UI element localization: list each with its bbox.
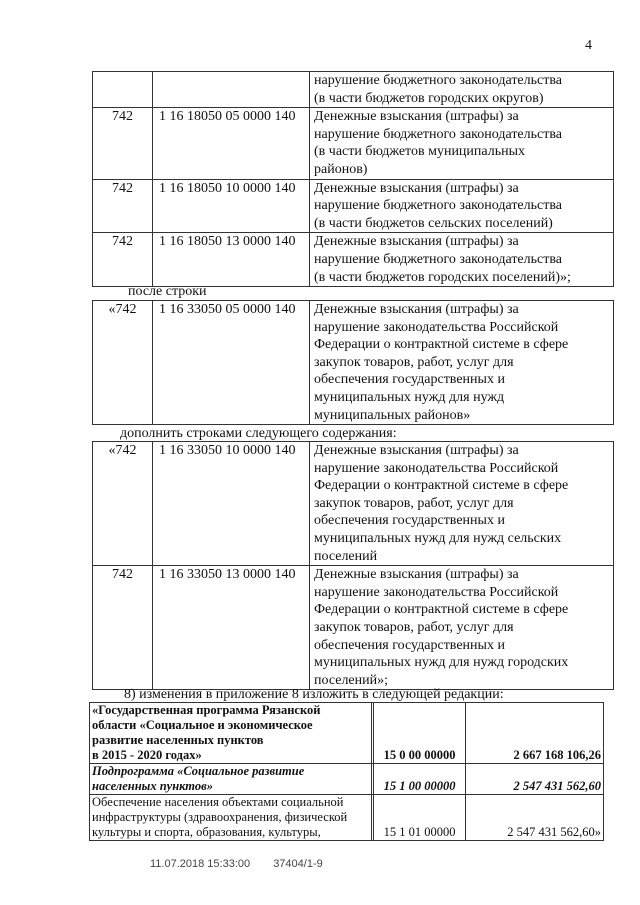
description-line: муниципальных районов» <box>314 407 471 423</box>
program-name-line: в 2015 - 2020 годах» <box>92 748 202 762</box>
program-name-line: «Государственная программа Рязанской <box>92 703 321 717</box>
footer-stamp <box>150 858 343 870</box>
description-line: (в части бюджетов сельских поселений) <box>314 215 553 231</box>
admin-code-cell: «742 <box>93 301 153 425</box>
description-line: нарушение законодательства Российской <box>314 319 559 335</box>
description-line: муниципальных нужд для нужд <box>314 389 505 405</box>
description-cell <box>310 72 614 108</box>
description-line: нарушение бюджетного законодательства <box>314 198 562 214</box>
description-cell <box>310 301 614 425</box>
description-line: обеспечения государственных и <box>314 637 505 653</box>
table-row <box>93 108 614 179</box>
program-name-line: Подпрограмма «Социальное развитие <box>92 764 305 778</box>
description-line: закупок товаров, работ, услуг для <box>314 619 514 635</box>
table-row <box>90 795 604 841</box>
description-cell <box>310 233 614 287</box>
description-line: (в части бюджетов муниципальных <box>314 144 526 160</box>
description-line: поселений»; <box>314 672 389 688</box>
description-line: нарушение бюджетного законодательства <box>314 251 562 267</box>
table-row <box>93 179 614 233</box>
description-line: Федерации о контрактной системе в сфере <box>314 337 569 353</box>
description-line: муниципальных нужд для нужд городских <box>314 655 569 671</box>
budget-codes-table-1 <box>92 71 614 287</box>
description-line: муниципальных нужд для нужд сельских <box>314 530 562 546</box>
text-supplement: дополнить строками следующего содержания: <box>120 426 397 441</box>
budget-codes-table-2 <box>92 300 614 425</box>
description-line: Денежные взыскания (штрафы) за <box>314 567 519 583</box>
budget-codes-table-3 <box>92 441 614 690</box>
description-line: (в части бюджетов городских поселений)»; <box>314 269 571 285</box>
admin-code-cell: 742 <box>93 233 153 287</box>
description-cell <box>310 108 614 179</box>
description-line: обеспечения государственных и <box>314 513 505 529</box>
program-code-cell: 15 1 00 00000 <box>374 764 466 795</box>
table-row <box>93 301 614 425</box>
description-line: Денежные взыскания (штрафы) за <box>314 443 519 458</box>
budget-code-cell: 1 16 33050 13 0000 140 <box>153 566 310 690</box>
admin-code-cell: 742 <box>93 108 153 179</box>
description-line: Федерации о контрактной системе в сфере <box>314 478 569 494</box>
text-after-row: после строки <box>128 284 207 299</box>
description-line: Денежные взыскания (штрафы) за <box>314 234 519 250</box>
program-name-line: культуры и спорта, образования, культуры, <box>92 825 321 839</box>
amount-cell: 2 547 431 562,60 <box>466 764 604 795</box>
description-cell <box>310 442 614 566</box>
program-name-cell <box>90 703 372 764</box>
admin-code-cell <box>93 72 153 108</box>
amount-cell: 2 547 431 562,60» <box>466 795 604 841</box>
program-code-cell: 15 0 00 00000 <box>374 703 466 764</box>
table-row <box>90 764 604 795</box>
description-cell <box>310 179 614 233</box>
appendix-8-table <box>89 702 604 841</box>
budget-code-cell: 1 16 18050 05 0000 140 <box>153 108 310 179</box>
description-line: Федерации о контрактной системе в сфере <box>314 602 569 618</box>
table-row <box>93 72 614 108</box>
program-name-cell <box>90 764 372 795</box>
text-item-8: 8) изменения в приложение 8 изложить в следующей редакции: <box>124 687 504 702</box>
footer-datetime: 11.07.2018 15:33:00 <box>150 858 251 870</box>
program-name-line: области «Социальное и экономическое <box>92 718 313 732</box>
page-number: 4 <box>585 38 592 53</box>
budget-code-cell: 1 16 18050 13 0000 140 <box>153 233 310 287</box>
table-row <box>90 703 604 764</box>
program-name-line: развитие населенных пунктов <box>92 733 264 747</box>
description-line: Денежные взыскания (штрафы) за <box>314 180 519 196</box>
amount-cell: 2 667 168 106,26 <box>466 703 604 764</box>
program-name-line: инфраструктуры (здравоохранения, физической <box>92 810 348 824</box>
description-line: нарушение бюджетного законодательства <box>314 126 562 142</box>
program-name-cell <box>90 795 372 841</box>
description-line: закупок товаров, работ, услуг для <box>314 495 514 511</box>
description-line: (в части бюджетов городских округов) <box>314 90 544 106</box>
budget-code-cell <box>153 72 310 108</box>
description-cell <box>310 566 614 690</box>
footer-doc-id: 37404/1-9 <box>273 858 323 870</box>
budget-code-cell: 1 16 33050 05 0000 140 <box>153 301 310 425</box>
admin-code-cell: 742 <box>93 179 153 233</box>
description-line: нарушение бюджетного законодательства <box>314 73 562 88</box>
table-row <box>93 566 614 690</box>
description-line: Денежные взыскания (штрафы) за <box>314 302 519 317</box>
table-row <box>93 233 614 287</box>
admin-code-cell: «742 <box>93 442 153 566</box>
program-name-line: Обеспечение населения объектами социальной <box>92 795 344 809</box>
description-line: закупок товаров, работ, услуг для <box>314 354 514 370</box>
budget-code-cell: 1 16 18050 10 0000 140 <box>153 179 310 233</box>
admin-code-cell: 742 <box>93 566 153 690</box>
program-name-line: населенных пунктов» <box>92 779 213 793</box>
budget-code-cell: 1 16 33050 10 0000 140 <box>153 442 310 566</box>
program-code-cell: 15 1 01 00000 <box>374 795 466 841</box>
table-row <box>93 442 614 566</box>
description-line: районов) <box>314 161 368 177</box>
description-line: Денежные взыскания (штрафы) за <box>314 109 519 125</box>
description-line: поселений <box>314 548 378 564</box>
description-line: нарушение законодательства Российской <box>314 460 559 476</box>
description-line: нарушение законодательства Российской <box>314 584 559 600</box>
description-line: обеспечения государственных и <box>314 372 505 388</box>
